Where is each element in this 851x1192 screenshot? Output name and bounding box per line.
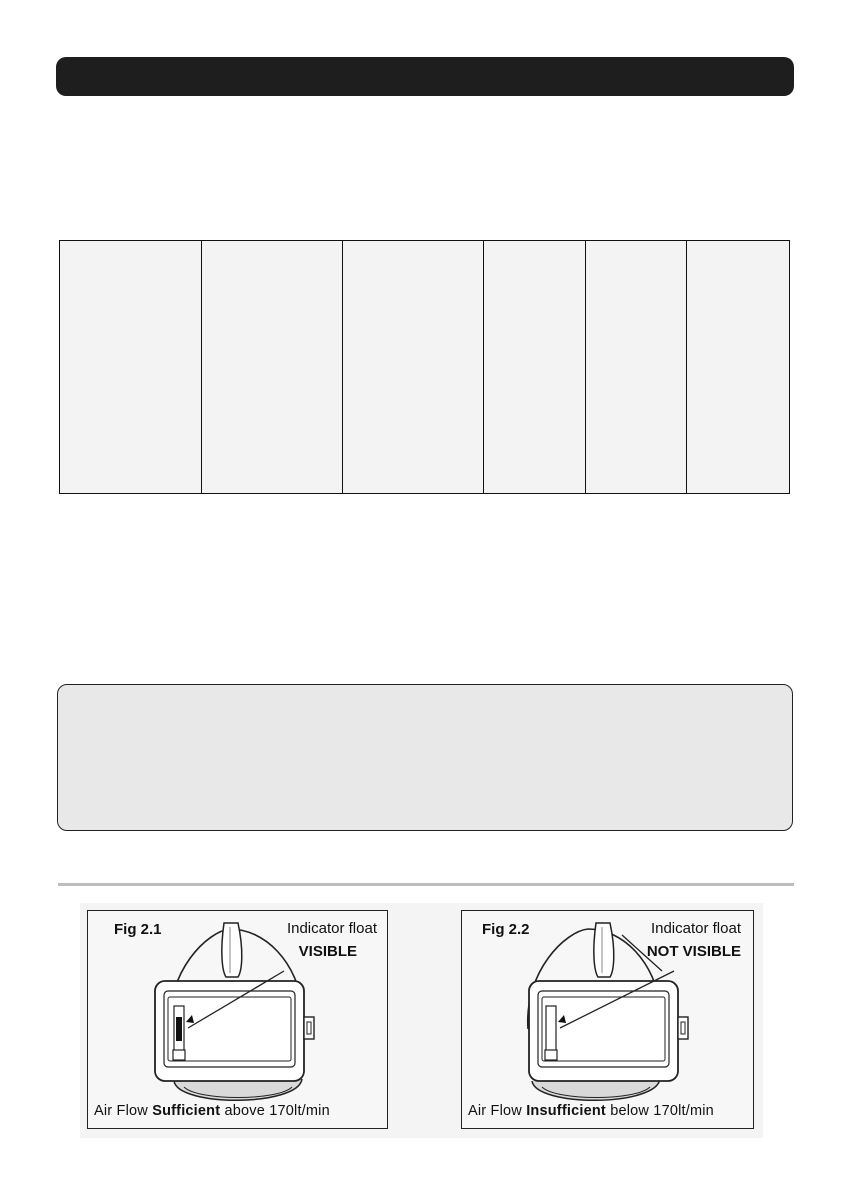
- caption-suffix: below 170lt/min: [610, 1103, 714, 1119]
- section-divider: [58, 883, 794, 886]
- caption-emphasis: Insufficient: [526, 1103, 606, 1119]
- table-column: [343, 241, 484, 493]
- caption-emphasis: Sufficient: [152, 1103, 221, 1119]
- figure-caption: [468, 1103, 714, 1119]
- table-column: [586, 241, 688, 493]
- caption-prefix: Air Flow: [94, 1103, 148, 1119]
- float-state-label: NOT VISIBLE: [646, 943, 741, 960]
- figure-label: Fig 2.1: [114, 921, 162, 938]
- table-column: [484, 241, 586, 493]
- table-column: [60, 241, 202, 493]
- caption-suffix: above 170lt/min: [224, 1103, 330, 1119]
- section-header-bar: [56, 57, 794, 96]
- indicator-float-label: Indicator float: [286, 920, 377, 937]
- caption-prefix: Air Flow: [468, 1103, 522, 1119]
- figure-label: Fig 2.2: [482, 921, 530, 938]
- indicator-float-label: Indicator float: [650, 920, 741, 937]
- float-state-label: VISIBLE: [298, 943, 357, 960]
- note-box: [57, 684, 793, 831]
- specification-table: [59, 240, 790, 494]
- figure-2-2: [461, 910, 754, 1129]
- figure-caption: [94, 1103, 330, 1119]
- table-column: [687, 241, 789, 493]
- table-column: [202, 241, 344, 493]
- figure-2-1: [87, 910, 388, 1129]
